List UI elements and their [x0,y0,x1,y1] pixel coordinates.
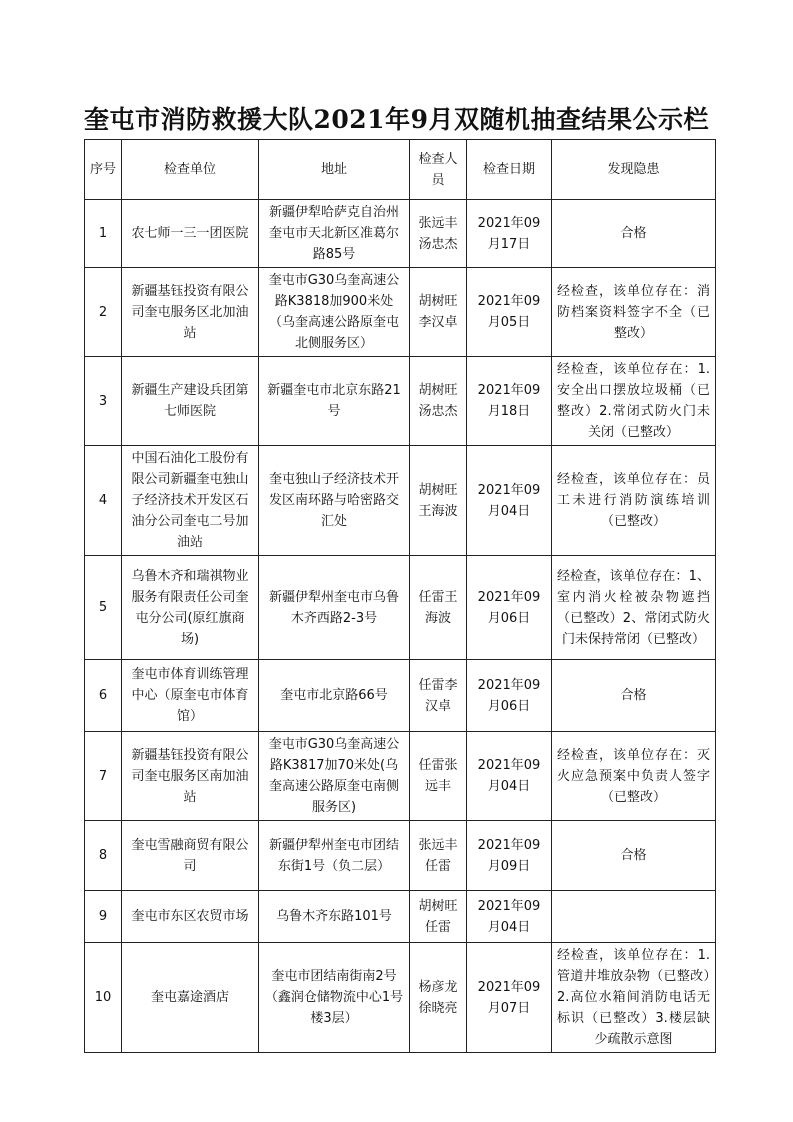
cell-address: 乌鲁木齐东路101号 [259,891,410,943]
header-date: 检查日期 [467,140,552,200]
header-inspectors: 检查人员 [410,140,467,200]
table-row [85,821,716,891]
cell-date: 2021年09月06日 [467,556,552,660]
cell-date: 2021年09月04日 [467,891,552,943]
cell-unit: 奎屯市东区农贸市场 [122,891,259,943]
cell-unit: 新疆基钰投资有限公司奎屯服务区北加油站 [122,268,259,357]
cell-address: 新疆伊犁州奎屯市乌鲁木齐西路2-3号 [259,556,410,660]
cell-no: 10 [85,943,122,1053]
cell-unit: 新疆基钰投资有限公司奎屯服务区南加油站 [122,732,259,821]
inspection-results-table [84,139,716,1053]
cell-inspectors: 张远丰任雷 [410,821,467,891]
cell-issues: 合格 [552,200,716,268]
header-unit: 检查单位 [122,140,259,200]
table-row [85,446,716,556]
cell-address: 奎屯市G30乌奎高速公路K3818加900米处（乌奎高速公路原奎屯北侧服务区） [259,268,410,357]
header-issues: 发现隐患 [552,140,716,200]
cell-address: 奎屯市团结南街南2号（鑫润仓储物流中心1号楼3层） [259,943,410,1053]
cell-unit: 奎屯雪融商贸有限公司 [122,821,259,891]
cell-address: 奎屯市北京路66号 [259,660,410,732]
cell-unit: 新疆生产建设兵团第七师医院 [122,357,259,446]
header-no: 序号 [85,140,122,200]
cell-issues: 经检查，该单位存在：灭火应急预案中负责人签字（已整改） [552,732,716,821]
cell-inspectors: 任雷张远丰 [410,732,467,821]
cell-date: 2021年09月04日 [467,732,552,821]
table-row [85,556,716,660]
cell-date: 2021年09月05日 [467,268,552,357]
header-address: 地址 [259,140,410,200]
cell-date: 2021年09月04日 [467,446,552,556]
cell-issues: 合格 [552,660,716,732]
cell-no: 2 [85,268,122,357]
cell-unit: 农七师一三一团医院 [122,200,259,268]
cell-address: 新疆伊犁州奎屯市团结东街1号（负二层） [259,821,410,891]
cell-no: 6 [85,660,122,732]
cell-address: 新疆奎屯市北京东路21号 [259,357,410,446]
cell-issues: 经检查，该单位存在：1、室内消火栓被杂物遮挡（已整改）2、常闭式防火门未保持常闭（已整改） [552,556,716,660]
cell-unit: 奎屯市体育训练管理中心（原奎屯市体育馆） [122,660,259,732]
cell-issues: 经检查，该单位存在：1.安全出口摆放垃圾桶（已整改）2.常闭式防火门未关闭（已整改） [552,357,716,446]
cell-address: 奎屯独山子经济技术开发区南环路与哈密路交汇处 [259,446,410,556]
cell-address: 新疆伊犁哈萨克自治州奎屯市天北新区准葛尔路85号 [259,200,410,268]
cell-date: 2021年09月09日 [467,821,552,891]
table-header-row [85,140,716,200]
cell-no: 9 [85,891,122,943]
cell-inspectors: 胡树旺王海波 [410,446,467,556]
cell-address: 奎屯市G30乌奎高速公路K3817加70米处(乌奎高速公路原奎屯南侧服务区) [259,732,410,821]
cell-issues: 经检查，该单位存在：消防档案资料签字不全（已整改） [552,268,716,357]
cell-no: 8 [85,821,122,891]
cell-inspectors: 任雷李汉卓 [410,660,467,732]
cell-issues: 经检查，该单位存在：员工未进行消防演练培训（已整改） [552,446,716,556]
table-row [85,891,716,943]
cell-issues: 经检查，该单位存在：1.管道井堆放杂物（已整改）2.高位水箱间消防电话无标识（已整改）3.楼层缺少疏散示意图 [552,943,716,1053]
document-title: 奎屯市消防救援大队2021年9月双随机抽查结果公示栏 [84,105,709,134]
cell-date: 2021年09月06日 [467,660,552,732]
table-row [85,357,716,446]
cell-inspectors: 杨彦龙徐晓亮 [410,943,467,1053]
table-row [85,660,716,732]
cell-issues: 合格 [552,821,716,891]
cell-no: 5 [85,556,122,660]
cell-inspectors: 胡树旺李汉卓 [410,268,467,357]
table-row [85,943,716,1053]
table-row [85,732,716,821]
cell-inspectors: 张远丰汤忠杰 [410,200,467,268]
cell-inspectors: 任雷王海波 [410,556,467,660]
cell-date: 2021年09月07日 [467,943,552,1053]
cell-issues [552,891,716,943]
cell-date: 2021年09月18日 [467,357,552,446]
cell-no: 7 [85,732,122,821]
cell-inspectors: 胡树旺任雷 [410,891,467,943]
cell-no: 1 [85,200,122,268]
cell-unit: 奎屯嘉途酒店 [122,943,259,1053]
cell-unit: 中国石油化工股份有限公司新疆奎屯独山子经济技术开发区石油分公司奎屯二号加油站 [122,446,259,556]
table-row [85,200,716,268]
cell-no: 3 [85,357,122,446]
table-row [85,268,716,357]
cell-date: 2021年09月17日 [467,200,552,268]
cell-inspectors: 胡树旺汤忠杰 [410,357,467,446]
cell-unit: 乌鲁木齐和瑞祺物业服务有限责任公司奎屯分公司(原红旗商场) [122,556,259,660]
cell-no: 4 [85,446,122,556]
